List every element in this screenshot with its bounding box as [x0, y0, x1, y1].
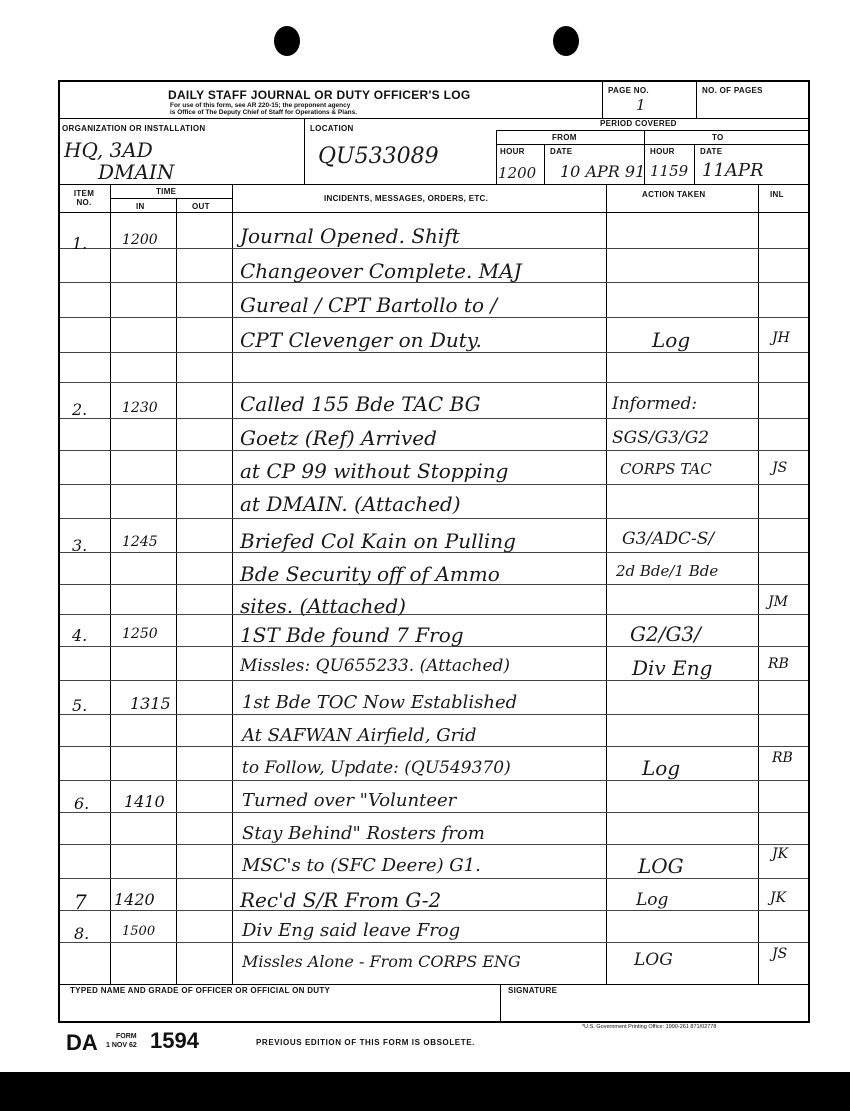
from-label: FROM: [552, 133, 577, 142]
row-rule: [60, 680, 808, 681]
org-value-line-2: DMAIN: [98, 160, 175, 184]
col-item-no: ITEM NO.: [73, 189, 95, 207]
action-text: Log: [642, 756, 681, 780]
col-time: TIME: [156, 187, 177, 196]
from-date-label: DATE: [550, 147, 573, 156]
previous-edition-note: PREVIOUS EDITION OF THIS FORM IS OBSOLETE.: [256, 1038, 475, 1047]
action-text: LOG: [638, 854, 684, 878]
incident-line: Rec'd S/R From G-2: [240, 888, 442, 912]
scan-edge: [0, 1072, 850, 1111]
from-date-value: 10 APR 91: [560, 162, 646, 181]
row-rule: [60, 746, 808, 747]
footer-form-word: FORM: [116, 1033, 137, 1040]
page-no-label: PAGE NO.: [608, 86, 649, 95]
initials: JH: [772, 330, 790, 346]
to-hour-label: HOUR: [650, 147, 675, 156]
signature-label: SIGNATURE: [508, 986, 558, 995]
incident-line: 1st Bde TOC Now Established: [242, 692, 518, 713]
initials: JS: [772, 460, 788, 476]
initials: JK: [770, 890, 787, 906]
to-date-value: 11APR: [702, 160, 764, 181]
incident-line: at DMAIN. (Attached): [240, 492, 461, 516]
item-number: 3.: [72, 536, 88, 555]
item-number: 7: [74, 890, 87, 914]
row-rule: [60, 418, 808, 419]
form-subtitle-2: is Office of The Deputy Chief of Staff for Operations & Plans.: [170, 109, 358, 116]
incident-line: CPT Clevenger on Duty.: [240, 328, 482, 352]
row-rule: [60, 518, 808, 519]
item-number: 5.: [72, 696, 88, 715]
initials: JS: [772, 946, 788, 962]
org-value-line-1: HQ, 3AD: [64, 138, 153, 162]
footer-da: DA: [66, 1030, 98, 1055]
incident-line: at CP 99 without Stopping: [240, 459, 509, 483]
time-in: 1250: [122, 626, 158, 642]
action-text: CORPS TAC: [620, 460, 712, 478]
incident-line: Goetz (Ref) Arrived: [240, 426, 437, 450]
item-number: 2.: [72, 400, 88, 419]
col-out: OUT: [192, 202, 210, 211]
time-in: 1200: [122, 232, 158, 248]
item-number: 8.: [74, 924, 90, 943]
row-rule: [60, 942, 808, 943]
item-number: 6.: [74, 794, 90, 813]
incident-line: MSC's to (SFC Deere) G1.: [242, 855, 481, 876]
incident-line: to Follow, Update: (QU549370): [242, 758, 511, 778]
incident-line: Changeover Complete. MAJ: [240, 259, 522, 283]
incident-line: sites. (Attached): [240, 594, 406, 618]
from-hour-label: HOUR: [500, 147, 525, 156]
time-in: 1315: [130, 694, 171, 713]
row-rule: [60, 352, 808, 353]
form-subtitle-1: For use of this form, see AR 220-15; the proponent agency: [170, 102, 351, 109]
gpo-note: *U.S. Government Printing Office: 1990-261 871/02778: [582, 1024, 717, 1030]
incident-line: Stay Behind" Rosters from: [242, 823, 485, 844]
incident-line: 1ST Bde found 7 Frog: [240, 623, 464, 647]
org-label: ORGANIZATION OR INSTALLATION: [62, 124, 206, 133]
typed-name-label: TYPED NAME AND GRADE OF OFFICER OR OFFICIAL ON DUTY: [70, 986, 331, 995]
action-text: Log: [652, 328, 691, 352]
item-number: 4.: [72, 626, 88, 645]
time-in: 1500: [122, 924, 156, 939]
col-action-taken: ACTION TAKEN: [642, 190, 706, 199]
row-rule: [60, 878, 808, 879]
incident-line: Journal Opened. Shift: [240, 224, 460, 248]
row-rule: [60, 382, 808, 383]
col-incidents: INCIDENTS, MESSAGES, ORDERS, ETC.: [324, 194, 489, 203]
footer-form-date: 1 NOV 62: [106, 1042, 137, 1049]
action-text: SGS/G3/G2: [612, 428, 710, 448]
period-covered-label: PERIOD COVERED: [600, 119, 677, 128]
incident-line: Called 155 Bde TAC BG: [240, 392, 481, 416]
row-rule: [60, 450, 808, 451]
time-in: 1230: [122, 400, 158, 416]
incident-line: Bde Security off of Ammo: [240, 562, 500, 586]
form-title: DAILY STAFF JOURNAL OR DUTY OFFICER'S LOG: [168, 88, 471, 102]
incident-line: Turned over "Volunteer: [242, 790, 457, 811]
row-rule: [60, 812, 808, 813]
location-label: LOCATION: [310, 124, 354, 133]
initials: RB: [768, 656, 789, 672]
time-in: 1410: [124, 792, 165, 811]
incident-line: Briefed Col Kain on Pulling: [240, 529, 516, 553]
action-text: Div Eng: [632, 656, 713, 680]
initials: RB: [772, 750, 793, 766]
location-value: QU533089: [318, 144, 439, 169]
initials: JK: [772, 846, 789, 862]
row-rule: [60, 844, 808, 845]
action-text: G2/G3/: [630, 622, 701, 646]
punch-hole-left: [274, 26, 300, 56]
row-rule: [60, 248, 808, 249]
to-label: TO: [712, 133, 724, 142]
row-rule: [60, 484, 808, 485]
incident-line: Missles: QU655233. (Attached): [240, 656, 511, 676]
col-inl: INL: [770, 190, 784, 199]
row-rule: [60, 317, 808, 318]
incident-line: Gureal / CPT Bartollo to /: [240, 293, 498, 317]
punch-hole-right: [553, 26, 579, 56]
incident-line: Missles Alone - From CORPS ENG: [242, 952, 521, 971]
staff-journal-form: [58, 80, 810, 1023]
incident-line: At SAFWAN Airfield, Grid: [242, 725, 477, 746]
action-text: LOG: [634, 950, 673, 970]
action-text: Informed:: [612, 394, 698, 414]
no-of-pages-label: NO. OF PAGES: [702, 86, 763, 95]
time-in: 1245: [122, 534, 158, 550]
row-rule: [60, 714, 808, 715]
to-date-label: DATE: [700, 147, 723, 156]
to-hour-value: 1159: [650, 162, 689, 180]
from-hour-value: 1200: [498, 164, 537, 182]
page-no-value: 1: [636, 96, 646, 114]
action-text: 2d Bde/1 Bde: [616, 562, 719, 580]
incident-line: Div Eng said leave Frog: [242, 920, 461, 941]
item-number: 1.: [72, 234, 88, 253]
action-text: G3/ADC-S/: [622, 529, 715, 549]
initials: JM: [768, 594, 788, 610]
row-rule: [60, 780, 808, 781]
footer-form-number: 1594: [150, 1028, 199, 1053]
time-in: 1420: [114, 890, 155, 909]
col-in: IN: [136, 202, 145, 211]
row-rule: [60, 614, 808, 615]
action-text: Log: [636, 890, 669, 910]
